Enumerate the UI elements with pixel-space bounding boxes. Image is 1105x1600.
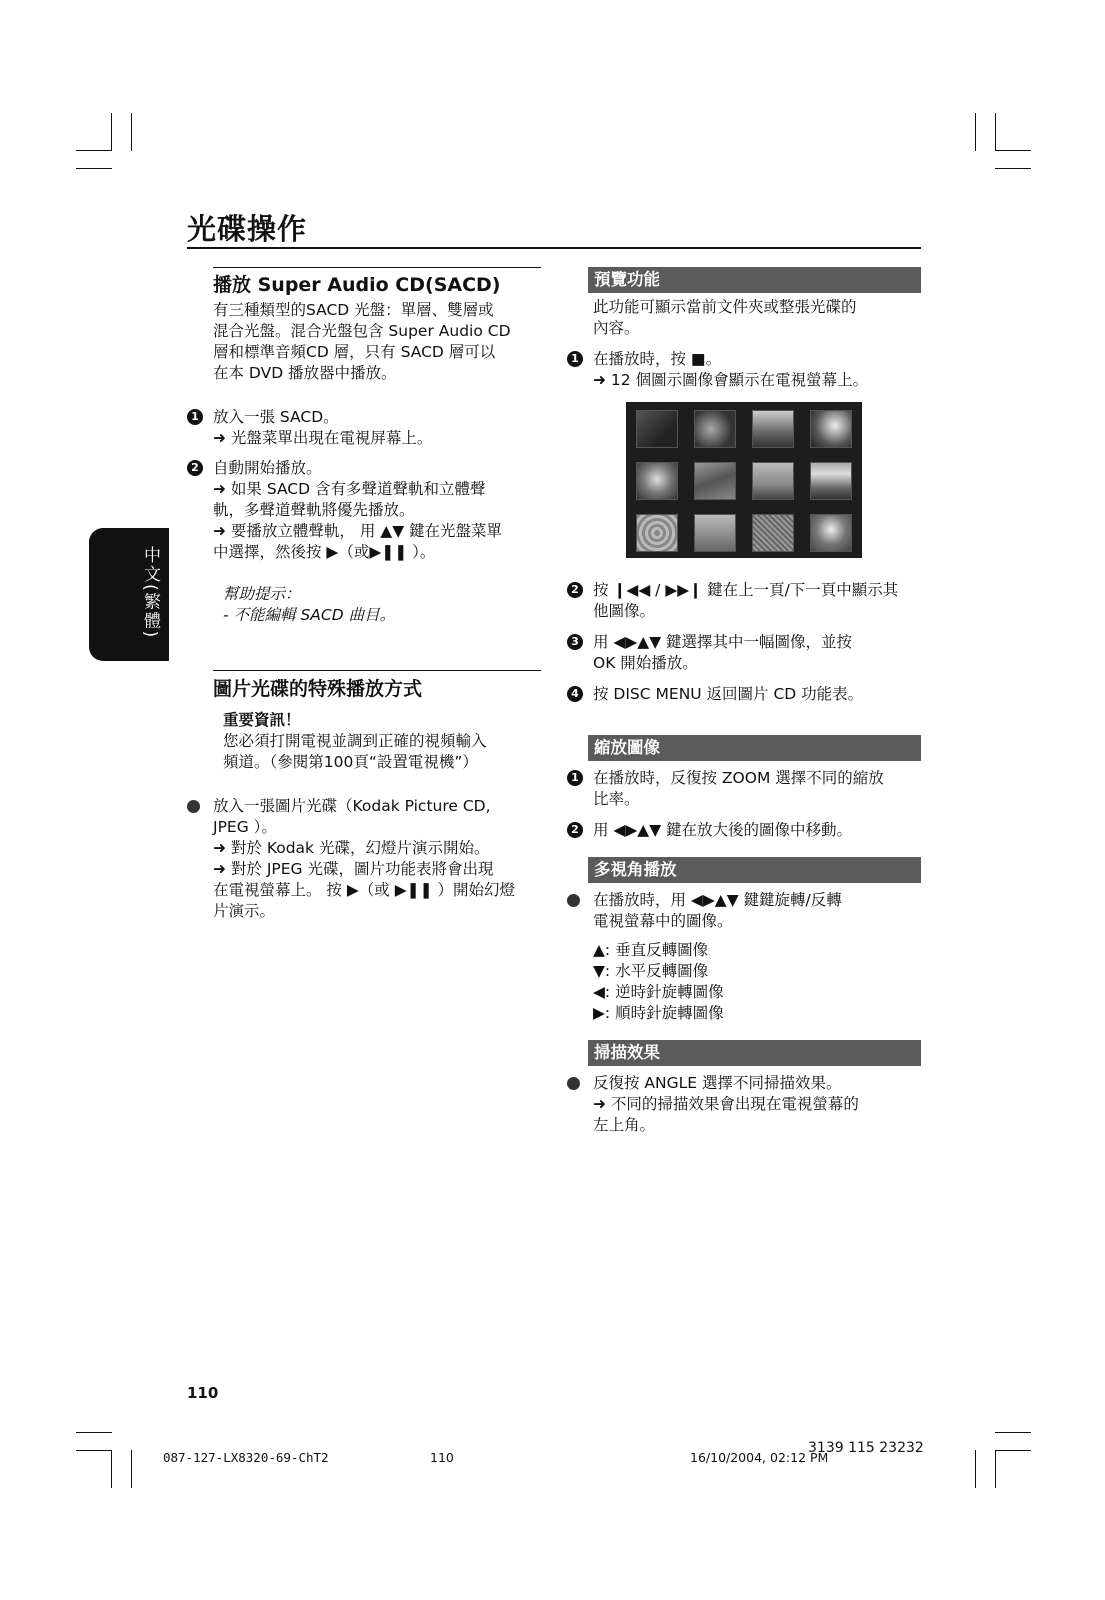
thumbnail [810,410,852,448]
step-number: 4 [567,686,583,702]
thumbnail [752,462,794,500]
preview-step-1: 在播放時，按 ■。 ➜ 12 個圖示圖像會顯示在電視螢幕上。 [593,350,869,389]
thumbnail [752,514,794,552]
angle-bullet: 在播放時，用 ◀▶▲▼ 鍵鍵旋轉/反轉 電視螢幕中的圖像。 [593,891,842,930]
angle-bar: 多視角播放 [588,857,921,883]
bullet-dot [567,1077,580,1090]
crop-mark [111,113,112,151]
step-number: 2 [187,460,203,476]
step-number: 1 [567,351,583,367]
footer-file: 087-127-LX8320-69-ChT2 [163,1450,329,1465]
crop-mark [975,113,976,151]
important-text: 您必須打開電視並調到正確的視頻輸入 頻道。（參閱第100頁“設置電視機”） [223,732,487,771]
step-number: 2 [567,822,583,838]
thumbnail [636,410,678,448]
thumbnail [752,410,794,448]
crop-mark [995,1450,996,1488]
footer-date: 16/10/2004, 02:12 PM [690,1450,829,1465]
important-title: 重要資訊！ [223,711,301,729]
thumbnail [636,514,678,552]
footer-center-page: 110 [430,1450,454,1465]
preview-step-4: 按 DISC MENU 返回圖片 CD 功能表。 [593,685,864,703]
picture-bullet: 放入一張圖片光碟（Kodak Picture CD, JPEG ）。 ➜ 對於 Kodak 光碟，幻燈片演示開始。 ➜ 對於 JPEG 光碟，圖片功能表將會出現 在電視螢幕上。 按 ▶（或 ▶❚❚ ）開始幻燈 片演示。 [213,797,516,920]
thumbnail [810,462,852,500]
crop-mark [76,1432,112,1433]
zoom-step-1: 在播放時，反復按 ZOOM 選擇不同的縮放 比率。 [593,769,884,808]
preview-step-3: 用 ◀▶▲▼ 鍵選擇其中一幅圖像，並按 OK 開始播放。 [593,633,853,672]
language-tab-label: 中文(繁體) [140,546,160,640]
zoom-step-2: 用 ◀▶▲▼ 鍵在放大後的圖像中移動。 [593,821,853,839]
crop-mark [995,168,1031,169]
crop-mark [995,113,996,151]
crop-mark [131,1450,132,1488]
crop-mark [76,168,112,169]
sacd-tip: 幫助提示： - 不能編輯 SACD 曲目。 [223,585,396,624]
thumbnail [694,462,736,500]
sacd-heading: 播放 Super Audio CD(SACD) [213,274,501,296]
sacd-step-2: 自動開始播放。 ➜ 如果 SACD 含有多聲道聲軌和立體聲 軌，多聲道聲軌將優先播放。 ➜ 要播放立體聲軌， 用 ▲▼ 鍵在光盤菜單 中選擇，然後按 ▶（或▶❚❚ ）。 [213,459,503,561]
thumbnail [694,410,736,448]
preview-step-2: 按 ❙◀◀ / ▶▶❙ 鍵在上一頁/下一頁中顯示其 他圖像。 [593,581,899,620]
picture-heading: 圖片光碟的特殊播放方式 [213,678,423,700]
scan-bullet: 反復按 ANGLE 選擇不同掃描效果。 ➜ 不同的掃描效果會出現在電視螢幕的 左上角。 [593,1074,859,1134]
crop-mark [995,1450,1031,1451]
thumbnail [636,462,678,500]
zoom-bar: 縮放圖像 [588,735,921,761]
step-number: 1 [187,409,203,425]
crop-mark [111,1450,112,1488]
step-number: 3 [567,634,583,650]
step-number: 2 [567,582,583,598]
crop-mark [995,1432,1031,1433]
bullet-dot [567,894,580,907]
crop-mark [76,150,112,151]
crop-mark [76,1450,112,1451]
preview-intro: 此功能可顯示當前文件夾或整張光碟的 內容。 [593,298,857,337]
crop-mark [995,150,1031,151]
thumbnail [810,514,852,552]
step-number: 1 [567,770,583,786]
page-title: 光碟操作 [187,212,308,246]
sacd-step-1: 放入一張 SACD。 ➜ 光盤菜單出現在電視屏幕上。 [213,408,433,447]
thumbnail-gallery [626,402,862,558]
page-number: 110 [187,1384,219,1402]
title-rule [187,247,921,249]
crop-mark [131,113,132,151]
preview-bar: 預覽功能 [588,267,921,293]
thumbnail [694,514,736,552]
bullet-dot [187,800,200,813]
section-rule [213,670,541,671]
crop-mark [975,1450,976,1488]
section-rule [213,267,541,268]
sacd-intro: 有三種類型的SACD 光盤：單層、雙層或 混合光盤。混合光盤包含 Super Audio CD 層和標準音頻CD 層，只有 SACD 層可以 在本 DVD 播放器中播放。 [213,301,511,382]
angle-items: ▲: 垂直反轉圖像 ▼: 水平反轉圖像 ◀: 逆時針旋轉圖像 ▶: 順時針旋轉圖像 [593,941,724,1022]
scan-bar: 掃描效果 [588,1040,921,1066]
footer-code: 3139 115 23232 [808,1440,924,1456]
